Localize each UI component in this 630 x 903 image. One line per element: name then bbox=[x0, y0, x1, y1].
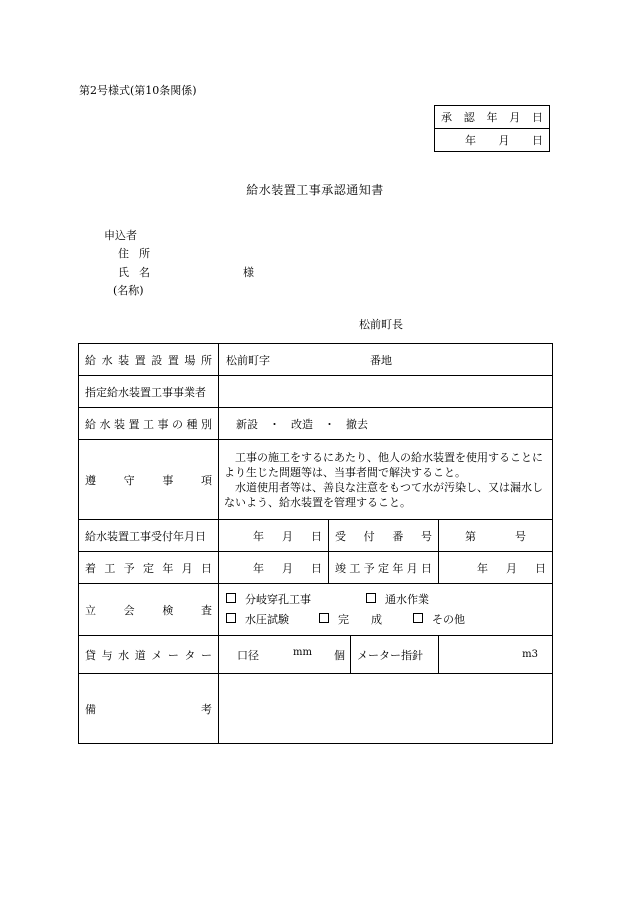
receipt-date-label: 給水装置工事受付年月日 bbox=[79, 520, 219, 552]
approval-date-row bbox=[435, 129, 550, 152]
receipt-number-label: 受 付 番 号 bbox=[335, 529, 432, 543]
approval-char: 承 bbox=[441, 111, 452, 124]
receipt-number-value: 第 号 bbox=[439, 520, 553, 552]
checkbox-icon[interactable] bbox=[319, 613, 329, 623]
work-type-label-cell bbox=[79, 408, 219, 440]
receipt-number-label-cell bbox=[329, 520, 439, 552]
location-bango: 番地 bbox=[370, 353, 392, 367]
approval-char: 年 bbox=[465, 134, 476, 147]
inspection-other: その他 bbox=[432, 612, 465, 626]
approval-row bbox=[435, 106, 550, 129]
inspection-pressure: 水圧試験 bbox=[245, 612, 289, 626]
remarks-label-cell bbox=[79, 674, 219, 744]
row-location bbox=[79, 344, 553, 376]
contractor-value bbox=[219, 376, 553, 408]
meter-label: 貸 与 水 道 メ ー タ ー bbox=[85, 648, 212, 662]
meter-unit: m3 bbox=[522, 649, 538, 660]
meter-caliber-value: 口径 mm 個 bbox=[219, 636, 351, 674]
separator: ・ bbox=[269, 417, 280, 431]
approval-char: 日 bbox=[532, 134, 543, 147]
issuer: 松前町長 bbox=[359, 318, 403, 331]
meter-reading-label: メーター指針 bbox=[351, 636, 439, 674]
notice-table bbox=[78, 343, 553, 744]
row-receipt bbox=[79, 520, 553, 552]
compliance-text-2: 水道使用者等は、善良な注意をもつて水が汚染し、又は漏水しないよう、給水装置を管理すること。 bbox=[224, 480, 543, 509]
work-type-modify: 改造 bbox=[291, 417, 313, 431]
location-town: 松前町字 bbox=[226, 353, 270, 367]
checkbox-icon[interactable] bbox=[226, 593, 236, 603]
row-contractor bbox=[79, 376, 553, 408]
inspection-completion: 完 成 bbox=[338, 612, 382, 626]
honorific: 様 bbox=[243, 266, 254, 279]
inspection-branch: 分岐穿孔工事 bbox=[245, 592, 311, 606]
compliance-label-cell bbox=[79, 440, 219, 520]
work-type-new: 新設 bbox=[236, 417, 258, 431]
start-date-label-cell bbox=[79, 552, 219, 584]
approval-char: 日 bbox=[532, 111, 543, 124]
approval-char: 月 bbox=[498, 134, 510, 147]
end-date-label-cell bbox=[329, 552, 439, 584]
inspection-options bbox=[219, 584, 553, 636]
approval-date-box bbox=[434, 105, 550, 152]
approval-char: 認 bbox=[463, 111, 475, 124]
address-label: 住所 bbox=[118, 247, 160, 260]
remarks-label: 備 考 bbox=[85, 702, 212, 716]
name-label: 氏名 bbox=[118, 266, 160, 279]
row-remarks bbox=[79, 674, 553, 744]
compliance-text-1: 工事の施工をするにあたり、他人の給水装置を使用することにより生じた問題等は、当事者間で解決すること。 bbox=[224, 450, 543, 479]
checkbox-icon[interactable] bbox=[226, 613, 236, 623]
inspection-water-flow: 通水作業 bbox=[385, 592, 429, 606]
approval-char: 月 bbox=[509, 111, 521, 124]
contractor-label: 指定給水装置工事事業者 bbox=[79, 376, 219, 408]
location-label: 給 水 装 置 設 置 場 所 bbox=[85, 353, 212, 367]
inspection-label-cell bbox=[79, 584, 219, 636]
document-title: 給水装置工事承認通知書 bbox=[246, 183, 384, 197]
start-date-label: 着 工 予 定 年 月 日 bbox=[85, 561, 212, 575]
row-work-type bbox=[79, 408, 553, 440]
compliance-label: 遵 守 事 項 bbox=[85, 473, 212, 487]
remarks-value bbox=[219, 674, 553, 744]
meter-label-cell bbox=[79, 636, 219, 674]
end-date-label: 竣 工 予 定 年 月 日 bbox=[335, 561, 432, 575]
start-date-value: 年 月 日 bbox=[219, 552, 329, 584]
corp-name-label: (名称) bbox=[113, 284, 144, 297]
work-type-remove: 撤去 bbox=[346, 417, 368, 431]
row-schedule bbox=[79, 552, 553, 584]
end-date-value: 年 月 日 bbox=[439, 552, 553, 584]
applicant-label: 申込者 bbox=[104, 229, 137, 242]
meter-reading-value bbox=[439, 636, 553, 674]
inspection-label: 立 会 検 査 bbox=[85, 603, 212, 617]
checkbox-icon[interactable] bbox=[366, 593, 376, 603]
work-type-label: 給 水 装 置 工 事 の 種 別 bbox=[85, 417, 212, 431]
receipt-date-value: 年 月 日 bbox=[219, 520, 329, 552]
compliance-text bbox=[219, 440, 553, 520]
separator: ・ bbox=[324, 417, 335, 431]
row-inspection bbox=[79, 584, 553, 636]
approval-char: 年 bbox=[486, 111, 498, 124]
row-meter bbox=[79, 636, 553, 674]
location-value bbox=[219, 344, 553, 376]
checkbox-icon[interactable] bbox=[413, 613, 423, 623]
location-label-cell bbox=[79, 344, 219, 376]
row-compliance bbox=[79, 440, 553, 520]
work-type-value bbox=[219, 408, 553, 440]
form-id: 第2号様式(第10条関係) bbox=[79, 84, 197, 97]
